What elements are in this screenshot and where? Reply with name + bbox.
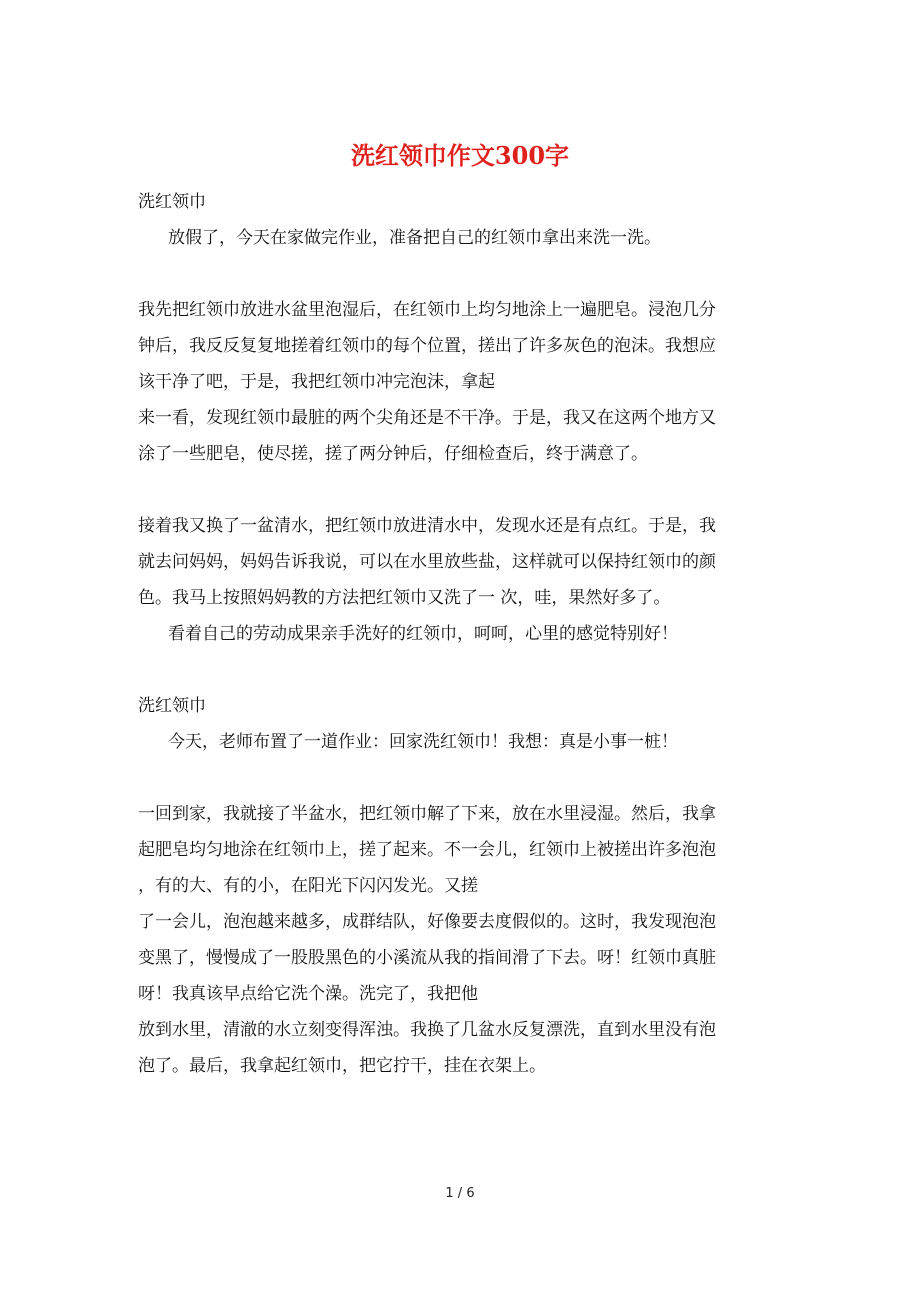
paragraph-line: 一回到家，我就接了半盆水，把红领巾解了下来，放在水里浸湿。然后，我拿 (138, 804, 716, 824)
paragraph-line: 接着我又换了一盆清水，把红领巾放进清水中，发现水还是有点红。于是，我 (138, 516, 716, 536)
paragraph-gap (138, 760, 788, 796)
paragraph-line: 我先把红领巾放进水盆里泡湿后，在红领巾上均匀地涂上一遍肥皂。浸泡几分 (138, 300, 716, 320)
paragraph-line: 呀！我真该早点给它洗个澡。洗完了，我把他 (138, 984, 478, 1004)
section-heading: 洗红领巾 (138, 192, 206, 212)
paragraph-line: 了一会儿，泡泡越来越多，成群结队，好像要去度假似的。这时，我发现泡泡 (138, 912, 716, 932)
paragraph-gap (138, 256, 788, 292)
paragraph-line: 色。我马上按照妈妈教的方法把红领巾又洗了一 次，哇，果然好多了。 (138, 588, 671, 608)
paragraph-line: 变黑了，慢慢成了一股股黑色的小溪流从我的指间滑了下去。呀！红领巾真脏 (138, 948, 716, 968)
document-body (138, 184, 788, 1084)
paragraph-line: 起肥皂均匀地涂在红领巾上，搓了起来。不一会儿，红领巾上被搓出许多泡泡 (138, 840, 716, 860)
paragraph-gap (138, 652, 788, 688)
paragraph-line: 放到水里，清澈的水立刻变得浑浊。我换了几盆水反复漂洗，直到水里没有泡 (138, 1020, 716, 1040)
document-title: 洗红领巾作文300字 (350, 141, 570, 170)
paragraph-line: 钟后，我反反复复地搓着红领巾的每个位置，搓出了许多灰色的泡沫。我想应 (138, 336, 716, 356)
paragraph-line: 今天，老师布置了一道作业：回家洗红领巾！我想：真是小事一桩！ (168, 732, 678, 752)
page-indicator: 1 / 6 (445, 1186, 475, 1201)
paragraph-line: 该干净了吧，于是，我把红领巾冲完泡沫，拿起 (138, 372, 495, 392)
paragraph-line: 放假了，今天在家做完作业，准备把自己的红领巾拿出来洗一洗。 (168, 228, 661, 248)
section-heading: 洗红领巾 (138, 696, 206, 716)
paragraph-line: 泡了。最后，我拿起红领巾，把它拧干，挂在衣架上。 (138, 1056, 546, 1076)
paragraph-line: 看着自己的劳动成果亲手洗好的红领巾，呵呵，心里的感觉特别好！ (168, 624, 678, 644)
paragraph-gap (138, 472, 788, 508)
paragraph-line: 来一看，发现红领巾最脏的两个尖角还是不干净。于是，我又在这两个地方又 (138, 408, 716, 428)
paragraph-line: ，有的大、有的小，在阳光下闪闪发光。又搓 (138, 876, 478, 896)
paragraph-line: 就去问妈妈，妈妈告诉我说，可以在水里放些盐，这样就可以保持红领巾的颜 (138, 552, 716, 572)
paragraph-line: 涂了一些肥皂，使尽搓，搓了两分钟后，仔细检查后，终于满意了。 (138, 444, 648, 464)
